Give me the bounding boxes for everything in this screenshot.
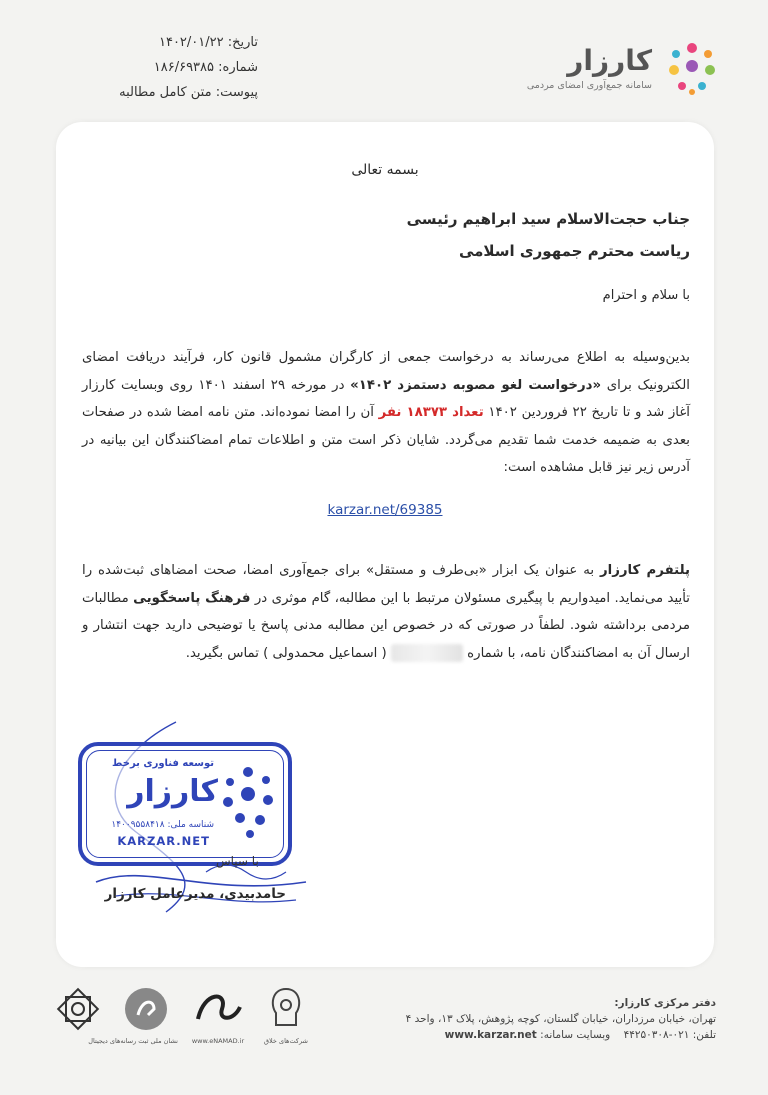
date-value: ۱۴۰۲/۰۱/۲۲ <box>158 35 224 50</box>
letter-card <box>56 122 714 967</box>
office-address: تهران، خیابان مرزداران، خیابان گلستان، کوچه پژوهش، پلاک ۱۳، واحد ۴ <box>405 1013 716 1025</box>
number-label: شماره: <box>218 60 258 75</box>
site-url[interactable]: www.karzar.net <box>444 1029 537 1041</box>
attachment-value: متن کامل مطالبه <box>119 85 212 100</box>
badge-digital-media <box>88 985 178 1045</box>
badge-enamad <box>191 985 245 1045</box>
logo-tagline: سامانه جمع‌آوری امضای مردمی <box>526 80 652 91</box>
logo-name: کارزار <box>567 44 652 77</box>
office-info <box>396 995 716 1043</box>
office-contact <box>396 1027 716 1043</box>
karzar-logo <box>526 40 720 100</box>
addressee-title: ریاست محترم جمهوری اسلامی <box>458 242 690 260</box>
petition-title: «درخواست لغو مصوبه دستمزد ۱۴۰۲» <box>350 377 602 393</box>
stamp-name: کارزار <box>127 774 218 809</box>
p2-text-a: به عنوان یک ابزار «بی‌طرف و مستقل» برای جمع‌آوری امضا، صحت امضاهای ثبت‌شده را تأیید می‌نماید. امیدواریم با پیگیری مسئولان مرتبط با این مطالبه، گام موثری در <box>82 563 690 606</box>
stamp-url: KARZAR.NET <box>117 834 210 848</box>
petition-link-row <box>56 502 714 518</box>
attachment-label: پیوست: <box>215 85 258 100</box>
signature-count: تعداد ۱۸۳۷۳ نفر <box>378 405 484 420</box>
trust-badges <box>54 985 314 1055</box>
p2-text-c: ( اسماعیل محمدولی ) تماس بگیرید. <box>185 645 391 661</box>
sign-off-thanks: با سپاس <box>216 854 259 868</box>
digital-media-icon <box>122 985 170 1033</box>
stamp-national-id: شناسه ملی: ۱۴۰۰۹۵۵۸۴۱۸ <box>111 820 214 830</box>
seal-icon <box>54 985 102 1033</box>
attachment-row <box>108 80 258 105</box>
petition-link[interactable]: karzar.net/69385 <box>327 502 443 518</box>
p1-text-c: آن را امضا نموده‌اند. متن نامه امضا شده در صفحات بعدی به ضمیمه خدمت شما تقدیم می‌گردد. شایان ذکر است متن و اطلاعات تمام امضاکنندگان این بیانیه در آدرس زیر نیز قابل مشاهده است: <box>82 405 690 475</box>
badge-caption-creative: شرکت‌های خلاق <box>263 1037 308 1045</box>
letter-meta <box>108 30 258 105</box>
paragraph-petition-info <box>82 344 690 482</box>
signer-name: حامدبیدی، مدیرعامل کارزار <box>104 886 286 902</box>
logo-dots-icon <box>664 40 720 96</box>
phone-label: تلفن: <box>692 1029 716 1041</box>
phone-number: ۰۲۱-۴۴۲۵۰۳۰۸ <box>623 1029 690 1041</box>
date-row <box>108 30 258 55</box>
paragraph-platform <box>82 557 690 667</box>
basmala: بسمه تعالی <box>351 162 419 178</box>
redacted-phone <box>391 644 463 662</box>
badge-creative-companies <box>264 985 312 1045</box>
number-value: ۱۸۶/۶۹۳۸۵ <box>153 60 215 75</box>
stamp-dots-icon <box>216 762 280 842</box>
number-row <box>108 55 258 80</box>
enamad-icon <box>192 985 244 1033</box>
platform-name: پلتفرم کارزار <box>599 563 690 578</box>
company-stamp <box>78 742 292 866</box>
badge-caption-enamad: www.eNAMAD.ir <box>191 1037 245 1045</box>
stamp-top-text: توسعه فناوری برخط <box>112 758 214 769</box>
badge-seal <box>54 985 102 1045</box>
office-title: دفتر مرکزی کارزار: <box>614 997 716 1009</box>
addressee-name: جناب حجت‌الاسلام سید ابراهیم رئیسی <box>406 210 690 228</box>
p1-text-a: بدین‌وسیله به اطلاع می‌رساند به درخواست جمعی از کارگران مشمول قانون کار، فرآیند دریافت امضای الکترونیک برای <box>82 350 690 393</box>
badge-caption-media: نشان ملی ثبت رسانه‌های دیجیتال <box>88 1037 178 1045</box>
creative-icon <box>264 985 308 1033</box>
site-label: وبسایت سامانه: <box>540 1029 611 1041</box>
date-label: تاریخ: <box>227 35 258 50</box>
accountability-culture: فرهنگ پاسخگویی <box>133 590 251 606</box>
greeting: با سلام و احترام <box>602 288 690 303</box>
p2-text-b: مطالبات مردمی برداشته شود. لطفاً در صورتی که در خصوص این مطالبه مدنی پاسخ یا توضیحی دارید جهت انتشار و ارسال آن به امضاکنندگان نامه، با شماره <box>82 590 690 661</box>
p1-text-b: در مورخه ۲۹ اسفند ۱۴۰۱ روی وبسایت کارزار آغاز شد و تا تاریخ ۲۲ فروردین ۱۴۰۲ <box>82 377 691 420</box>
